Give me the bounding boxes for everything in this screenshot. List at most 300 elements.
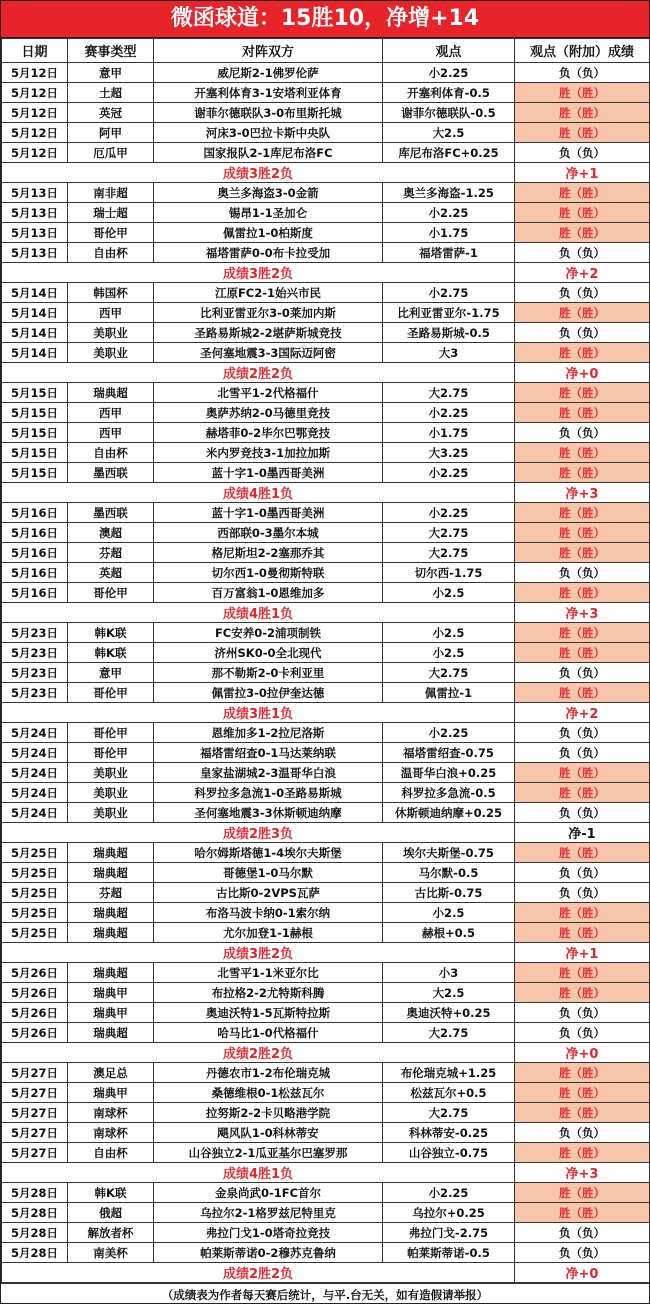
cell-league: 南球杯 xyxy=(68,1103,154,1123)
cell-date: 5月25日 xyxy=(2,903,68,923)
cell-league: 芬超 xyxy=(68,883,154,903)
cell-date: 5月27日 xyxy=(2,1063,68,1083)
cell-pick: 福塔雷萨-1 xyxy=(383,243,515,263)
cell-league: 瑞典甲 xyxy=(68,1083,154,1103)
cell-league: 瑞典超 xyxy=(68,863,154,883)
cell-date: 5月16日 xyxy=(2,543,68,563)
cell-date: 5月26日 xyxy=(2,963,68,983)
cell-match: 福塔雷绍查0-1马达莱纳联 xyxy=(154,743,383,763)
cell-date: 5月12日 xyxy=(2,143,68,163)
cell-league: 南球杯 xyxy=(68,1123,154,1143)
cell-pick: 佩雷拉-1 xyxy=(383,683,515,703)
summary-net: 净+2 xyxy=(515,263,650,283)
table-row xyxy=(2,803,650,823)
table-row xyxy=(2,83,650,103)
cell-date: 5月25日 xyxy=(2,923,68,943)
cell-result: 胜（胜） xyxy=(515,763,650,783)
cell-match: 哈尔姆斯塔德1-4埃尔夫斯堡 xyxy=(154,843,383,863)
table-row xyxy=(2,643,650,663)
cell-match: 佩雷拉1-0柏斯度 xyxy=(154,223,383,243)
cell-date: 5月24日 xyxy=(2,763,68,783)
table-row xyxy=(2,903,650,923)
table-row xyxy=(2,343,650,363)
cell-result: 负（负） xyxy=(515,63,650,83)
table-row xyxy=(2,843,650,863)
cell-match: 哈马比1-0代格福什 xyxy=(154,1023,383,1043)
summary-row xyxy=(2,483,650,503)
cell-pick: 小2.25 xyxy=(383,723,515,743)
cell-pick: 大2.75 xyxy=(383,663,515,683)
summary-record: 成绩4胜1负 xyxy=(2,1163,515,1183)
cell-date: 5月15日 xyxy=(2,463,68,483)
cell-result: 胜（胜） xyxy=(515,1063,650,1083)
cell-result: 胜（胜） xyxy=(515,203,650,223)
cell-result: 负（负） xyxy=(515,283,650,303)
header-result: 观点（附加）成绩 xyxy=(515,39,650,63)
cell-pick: 赫根+0.5 xyxy=(383,923,515,943)
summary-record: 成绩2胜2负 xyxy=(2,1263,515,1283)
table-row xyxy=(2,303,650,323)
table-row xyxy=(2,1223,650,1243)
cell-date: 5月23日 xyxy=(2,683,68,703)
table-row xyxy=(2,1063,650,1083)
table-row xyxy=(2,583,650,603)
cell-result: 胜（胜） xyxy=(515,983,650,1003)
cell-match: 科罗拉多急流1-0圣路易斯城 xyxy=(154,783,383,803)
cell-match: 山谷独立2-1瓜亚基尔巴塞罗那 xyxy=(154,1143,383,1163)
cell-match: 丹德农市1-2布伦瑞克城 xyxy=(154,1063,383,1083)
cell-league: 意甲 xyxy=(68,663,154,683)
cell-league: 瑞士超 xyxy=(68,203,154,223)
cell-pick: 休斯顿迪纳摩+0.25 xyxy=(383,803,515,823)
cell-league: 西甲 xyxy=(68,403,154,423)
table-row xyxy=(2,743,650,763)
cell-pick: 小3 xyxy=(383,963,515,983)
summary-net: 净+3 xyxy=(515,603,650,623)
cell-result: 胜（胜） xyxy=(515,1103,650,1123)
table-row xyxy=(2,503,650,523)
table-row xyxy=(2,863,650,883)
cell-result: 胜（胜） xyxy=(515,1143,650,1163)
cell-result: 胜（胜） xyxy=(515,783,650,803)
cell-result: 胜（胜） xyxy=(515,923,650,943)
cell-match: 圣何塞地震3-3休斯顿迪纳摩 xyxy=(154,803,383,823)
cell-league: 瑞典超 xyxy=(68,383,154,403)
cell-league: 美职业 xyxy=(68,323,154,343)
table-row xyxy=(2,883,650,903)
cell-match: 皇家盐湖城2-3温哥华白浪 xyxy=(154,763,383,783)
cell-league: 美职业 xyxy=(68,343,154,363)
cell-league: 南美杯 xyxy=(68,1243,154,1263)
cell-date: 5月27日 xyxy=(2,1103,68,1123)
cell-date: 5月14日 xyxy=(2,283,68,303)
cell-date: 5月28日 xyxy=(2,1243,68,1263)
cell-date: 5月15日 xyxy=(2,423,68,443)
cell-match: 佩雷拉3-0拉伊奎达德 xyxy=(154,683,383,703)
summary-net: 净+0 xyxy=(515,1043,650,1063)
cell-date: 5月24日 xyxy=(2,783,68,803)
table-row xyxy=(2,663,650,683)
cell-result: 负（负） xyxy=(515,423,650,443)
cell-league: 韩K联 xyxy=(68,623,154,643)
summary-record: 成绩3胜2负 xyxy=(2,263,515,283)
table-row xyxy=(2,623,650,643)
header-row xyxy=(2,39,650,63)
cell-match: 锡昂1-1圣加仑 xyxy=(154,203,383,223)
cell-match: 古比斯0-2VPS瓦萨 xyxy=(154,883,383,903)
cell-match: 哥德堡1-0马尔默 xyxy=(154,863,383,883)
cell-match: 蓝十字1-0墨西哥美洲 xyxy=(154,503,383,523)
cell-result: 负（负） xyxy=(515,143,650,163)
cell-league: 西甲 xyxy=(68,303,154,323)
summary-record: 成绩2胜3负 xyxy=(2,823,515,843)
cell-league: 瑞典超 xyxy=(68,843,154,863)
cell-pick: 开塞利体育-0.5 xyxy=(383,83,515,103)
cell-pick: 小2.25 xyxy=(383,403,515,423)
cell-date: 5月28日 xyxy=(2,1183,68,1203)
cell-result: 负（负） xyxy=(515,663,650,683)
cell-pick: 大2.5 xyxy=(383,983,515,1003)
cell-match: 比利亚雷亚尔3-0莱加内斯 xyxy=(154,303,383,323)
table-row xyxy=(2,63,650,83)
cell-pick: 科罗拉多急流-0.5 xyxy=(383,783,515,803)
cell-league: 芬超 xyxy=(68,543,154,563)
header-pick: 观点 xyxy=(383,39,515,63)
cell-date: 5月27日 xyxy=(2,1083,68,1103)
cell-result: 胜（胜） xyxy=(515,343,650,363)
cell-league: 俄超 xyxy=(68,1203,154,1223)
summary-row xyxy=(2,363,650,383)
cell-match: 奥兰多海盗3-0金箭 xyxy=(154,183,383,203)
table-row xyxy=(2,423,650,443)
summary-net: 净+1 xyxy=(515,163,650,183)
table-row xyxy=(2,1083,650,1103)
cell-date: 5月28日 xyxy=(2,1223,68,1243)
cell-result: 胜（胜） xyxy=(515,83,650,103)
table-row xyxy=(2,1203,650,1223)
footer-note: （成绩表为作者每天赛后统计，与平.台无关，如有造假请举报） xyxy=(1,1283,649,1306)
cell-result: 胜（胜） xyxy=(515,643,650,663)
cell-pick: 小1.75 xyxy=(383,223,515,243)
cell-date: 5月27日 xyxy=(2,1123,68,1143)
summary-record: 成绩2胜2负 xyxy=(2,1043,515,1063)
cell-match: 那不勒斯2-0卡利亚里 xyxy=(154,663,383,683)
cell-date: 5月24日 xyxy=(2,803,68,823)
cell-league: 哥伦甲 xyxy=(68,743,154,763)
cell-result: 负（负） xyxy=(515,883,650,903)
cell-result: 负（负） xyxy=(515,723,650,743)
table-row xyxy=(2,123,650,143)
cell-pick: 科林蒂安-0.25 xyxy=(383,1123,515,1143)
cell-league: 瑞典甲 xyxy=(68,1003,154,1023)
cell-date: 5月14日 xyxy=(2,303,68,323)
cell-result: 胜（胜） xyxy=(515,623,650,643)
cell-pick: 弗拉门戈-2.75 xyxy=(383,1223,515,1243)
cell-date: 5月12日 xyxy=(2,63,68,83)
cell-match: 金泉尚武0-1FC首尔 xyxy=(154,1183,383,1203)
cell-result: 胜（胜） xyxy=(515,123,650,143)
summary-row xyxy=(2,823,650,843)
cell-result: 胜（胜） xyxy=(515,383,650,403)
cell-date: 5月16日 xyxy=(2,523,68,543)
cell-match: 尤尔加登1-1赫根 xyxy=(154,923,383,943)
cell-league: 自由杯 xyxy=(68,443,154,463)
cell-result: 负（负） xyxy=(515,1123,650,1143)
table-row xyxy=(2,523,650,543)
cell-match: 奥萨苏纳2-0马德里竞技 xyxy=(154,403,383,423)
cell-result: 胜（胜） xyxy=(515,1183,650,1203)
summary-row xyxy=(2,943,650,963)
cell-date: 5月14日 xyxy=(2,323,68,343)
cell-date: 5月16日 xyxy=(2,563,68,583)
cell-league: 土超 xyxy=(68,83,154,103)
cell-date: 5月23日 xyxy=(2,663,68,683)
cell-pick: 大2.5 xyxy=(383,123,515,143)
cell-pick: 布伦瑞克城+1.25 xyxy=(383,1063,515,1083)
summary-row xyxy=(2,1163,650,1183)
cell-date: 5月25日 xyxy=(2,883,68,903)
cell-league: 瑞典超 xyxy=(68,1023,154,1043)
cell-league: 韩K联 xyxy=(68,643,154,663)
cell-match: 桑德维根0-1松兹瓦尔 xyxy=(154,1083,383,1103)
cell-match: 圣何塞地震3-3国际迈阿密 xyxy=(154,343,383,363)
cell-date: 5月12日 xyxy=(2,83,68,103)
cell-date: 5月25日 xyxy=(2,843,68,863)
cell-pick: 马尔默-0.5 xyxy=(383,863,515,883)
cell-match: 飓风队1-0科林蒂安 xyxy=(154,1123,383,1143)
summary-row xyxy=(2,263,650,283)
cell-league: 瑞典甲 xyxy=(68,983,154,1003)
table-row xyxy=(2,143,650,163)
cell-league: 哥伦甲 xyxy=(68,683,154,703)
table-row xyxy=(2,963,650,983)
cell-pick: 小2.5 xyxy=(383,583,515,603)
cell-result: 胜（胜） xyxy=(515,183,650,203)
cell-pick: 小2.25 xyxy=(383,203,515,223)
table-row xyxy=(2,1243,650,1263)
cell-date: 5月12日 xyxy=(2,123,68,143)
cell-result: 负（负） xyxy=(515,243,650,263)
cell-match: 威尼斯2-1佛罗伦萨 xyxy=(154,63,383,83)
cell-league: 哥伦甲 xyxy=(68,223,154,243)
cell-pick: 福塔雷绍查-0.75 xyxy=(383,743,515,763)
cell-league: 英冠 xyxy=(68,103,154,123)
cell-date: 5月26日 xyxy=(2,1003,68,1023)
cell-result: 胜（胜） xyxy=(515,443,650,463)
cell-match: 恩维加多1-2拉尼洛斯 xyxy=(154,723,383,743)
table-row xyxy=(2,383,650,403)
cell-league: 澳足总 xyxy=(68,1063,154,1083)
summary-row xyxy=(2,703,650,723)
results-table xyxy=(1,38,650,1283)
summary-net: 净-1 xyxy=(515,823,650,843)
table-row xyxy=(2,683,650,703)
cell-date: 5月24日 xyxy=(2,743,68,763)
cell-match: 江原FC2-1始兴市民 xyxy=(154,283,383,303)
cell-result: 负（负） xyxy=(515,563,650,583)
cell-match: 帕莱斯蒂诺0-2穆苏克鲁纳 xyxy=(154,1243,383,1263)
cell-league: 澳超 xyxy=(68,523,154,543)
cell-result: 负（负） xyxy=(515,863,650,883)
cell-match: 奥迪沃特1-5瓦斯特拉斯 xyxy=(154,1003,383,1023)
cell-result: 胜（胜） xyxy=(515,403,650,423)
cell-pick: 小2.5 xyxy=(383,643,515,663)
cell-result: 胜（胜） xyxy=(515,1203,650,1223)
cell-match: 北雪平1-2代格福什 xyxy=(154,383,383,403)
cell-pick: 帕莱斯蒂诺-0.5 xyxy=(383,1243,515,1263)
cell-league: 自由杯 xyxy=(68,1143,154,1163)
cell-league: 南非超 xyxy=(68,183,154,203)
cell-result: 负（负） xyxy=(515,1023,650,1043)
cell-result: 胜（胜） xyxy=(515,903,650,923)
cell-pick: 乌拉尔+0.25 xyxy=(383,1203,515,1223)
cell-league: 美职业 xyxy=(68,803,154,823)
summary-record: 成绩3胜2负 xyxy=(2,163,515,183)
table-row xyxy=(2,1183,650,1203)
cell-pick: 大3 xyxy=(383,343,515,363)
cell-result: 胜（胜） xyxy=(515,463,650,483)
cell-pick: 大2.75 xyxy=(383,383,515,403)
cell-result: 负（负） xyxy=(515,323,650,343)
cell-pick: 小2.5 xyxy=(383,623,515,643)
table-row xyxy=(2,1023,650,1043)
cell-match: 河床3-0巴拉卡斯中央队 xyxy=(154,123,383,143)
cell-pick: 库尼布洛FC+0.25 xyxy=(383,143,515,163)
cell-pick: 松兹瓦尔+0.5 xyxy=(383,1083,515,1103)
cell-pick: 大2.75 xyxy=(383,1103,515,1123)
cell-league: 墨西联 xyxy=(68,463,154,483)
cell-date: 5月15日 xyxy=(2,403,68,423)
cell-pick: 埃尔夫斯堡-0.75 xyxy=(383,843,515,863)
cell-date: 5月23日 xyxy=(2,643,68,663)
table-row xyxy=(2,203,650,223)
table-row xyxy=(2,1003,650,1023)
cell-pick: 小2.75 xyxy=(383,283,515,303)
cell-date: 5月13日 xyxy=(2,223,68,243)
cell-result: 胜（胜） xyxy=(515,303,650,323)
cell-date: 5月13日 xyxy=(2,183,68,203)
summary-row xyxy=(2,163,650,183)
cell-match: 谢菲尔德联队3-0布里斯托城 xyxy=(154,103,383,123)
cell-result: 胜（胜） xyxy=(515,1083,650,1103)
cell-league: 韩国杯 xyxy=(68,283,154,303)
cell-date: 5月13日 xyxy=(2,203,68,223)
table-row xyxy=(2,183,650,203)
cell-pick: 奥迪沃特+0.25 xyxy=(383,1003,515,1023)
table-row xyxy=(2,243,650,263)
cell-match: 百万富翁1-0恩维加多 xyxy=(154,583,383,603)
cell-league: 美职业 xyxy=(68,783,154,803)
cell-result: 负（负） xyxy=(515,1223,650,1243)
cell-league: 哥伦甲 xyxy=(68,723,154,743)
cell-result: 胜（胜） xyxy=(515,583,650,603)
cell-league: 阿甲 xyxy=(68,123,154,143)
cell-pick: 小2.25 xyxy=(383,63,515,83)
cell-league: 意甲 xyxy=(68,63,154,83)
cell-match: 乌拉尔2-1格罗兹尼特里克 xyxy=(154,1203,383,1223)
cell-league: 厄瓜甲 xyxy=(68,143,154,163)
cell-pick: 山谷独立-0.75 xyxy=(383,1143,515,1163)
table-row xyxy=(2,1103,650,1123)
cell-league: 哥伦甲 xyxy=(68,583,154,603)
summary-row xyxy=(2,1043,650,1063)
cell-match: 蓝十字1-0墨西哥美洲 xyxy=(154,463,383,483)
header-league: 赛事类型 xyxy=(68,39,154,63)
table-row xyxy=(2,1123,650,1143)
cell-result: 负（负） xyxy=(515,1003,650,1023)
summary-row xyxy=(2,603,650,623)
table-row xyxy=(2,783,650,803)
cell-date: 5月23日 xyxy=(2,623,68,643)
cell-date: 5月16日 xyxy=(2,583,68,603)
cell-result: 胜（胜） xyxy=(515,543,650,563)
cell-date: 5月26日 xyxy=(2,1023,68,1043)
cell-pick: 大2.75 xyxy=(383,1023,515,1043)
cell-result: 胜（胜） xyxy=(515,523,650,543)
cell-date: 5月28日 xyxy=(2,1203,68,1223)
cell-match: FC安养0-2浦项制铁 xyxy=(154,623,383,643)
cell-pick: 古比斯-0.75 xyxy=(383,883,515,903)
table-row xyxy=(2,543,650,563)
cell-pick: 比利亚雷亚尔-1.75 xyxy=(383,303,515,323)
cell-date: 5月24日 xyxy=(2,723,68,743)
table-row xyxy=(2,923,650,943)
cell-league: 瑞典超 xyxy=(68,923,154,943)
summary-net: 净+3 xyxy=(515,1163,650,1183)
summary-record: 成绩3胜2负 xyxy=(2,943,515,963)
cell-date: 5月16日 xyxy=(2,503,68,523)
cell-league: 解放者杯 xyxy=(68,1223,154,1243)
cell-pick: 大3.25 xyxy=(383,443,515,463)
cell-match: 米内罗竞技3-1加拉加斯 xyxy=(154,443,383,463)
table-row xyxy=(2,563,650,583)
cell-league: 墨西联 xyxy=(68,503,154,523)
cell-match: 圣路易斯城2-2堪萨斯城竞技 xyxy=(154,323,383,343)
cell-match: 切尔西1-0曼彻斯特联 xyxy=(154,563,383,583)
summary-net: 净+0 xyxy=(515,363,650,383)
cell-pick: 小1.75 xyxy=(383,423,515,443)
cell-result: 胜（胜） xyxy=(515,223,650,243)
cell-match: 福塔雷萨0-0布卡拉受加 xyxy=(154,243,383,263)
summary-net: 净+3 xyxy=(515,483,650,503)
table-row xyxy=(2,763,650,783)
summary-record: 成绩4胜1负 xyxy=(2,603,515,623)
cell-pick: 大2.75 xyxy=(383,523,515,543)
cell-match: 西部联0-3墨尔本城 xyxy=(154,523,383,543)
cell-match: 拉努斯2-2卡贝略港学院 xyxy=(154,1103,383,1123)
summary-row xyxy=(2,1263,650,1283)
cell-pick: 温哥华白浪+0.25 xyxy=(383,763,515,783)
table-row xyxy=(2,723,650,743)
cell-match: 济州SK0-0全北现代 xyxy=(154,643,383,663)
table-row xyxy=(2,463,650,483)
table-row xyxy=(2,103,650,123)
table-row xyxy=(2,323,650,343)
cell-pick: 大2.75 xyxy=(383,543,515,563)
cell-league: 瑞典超 xyxy=(68,903,154,923)
cell-date: 5月15日 xyxy=(2,383,68,403)
header-date: 日期 xyxy=(2,39,68,63)
cell-match: 布拉格2-2尤特斯科腾 xyxy=(154,983,383,1003)
cell-date: 5月15日 xyxy=(2,443,68,463)
cell-match: 北雪平1-1米亚尔比 xyxy=(154,963,383,983)
cell-pick: 奥兰多海盗-1.25 xyxy=(383,183,515,203)
table-row xyxy=(2,223,650,243)
cell-date: 5月26日 xyxy=(2,983,68,1003)
summary-net: 净+1 xyxy=(515,943,650,963)
cell-pick: 小2.25 xyxy=(383,463,515,483)
cell-league: 韩K联 xyxy=(68,1183,154,1203)
